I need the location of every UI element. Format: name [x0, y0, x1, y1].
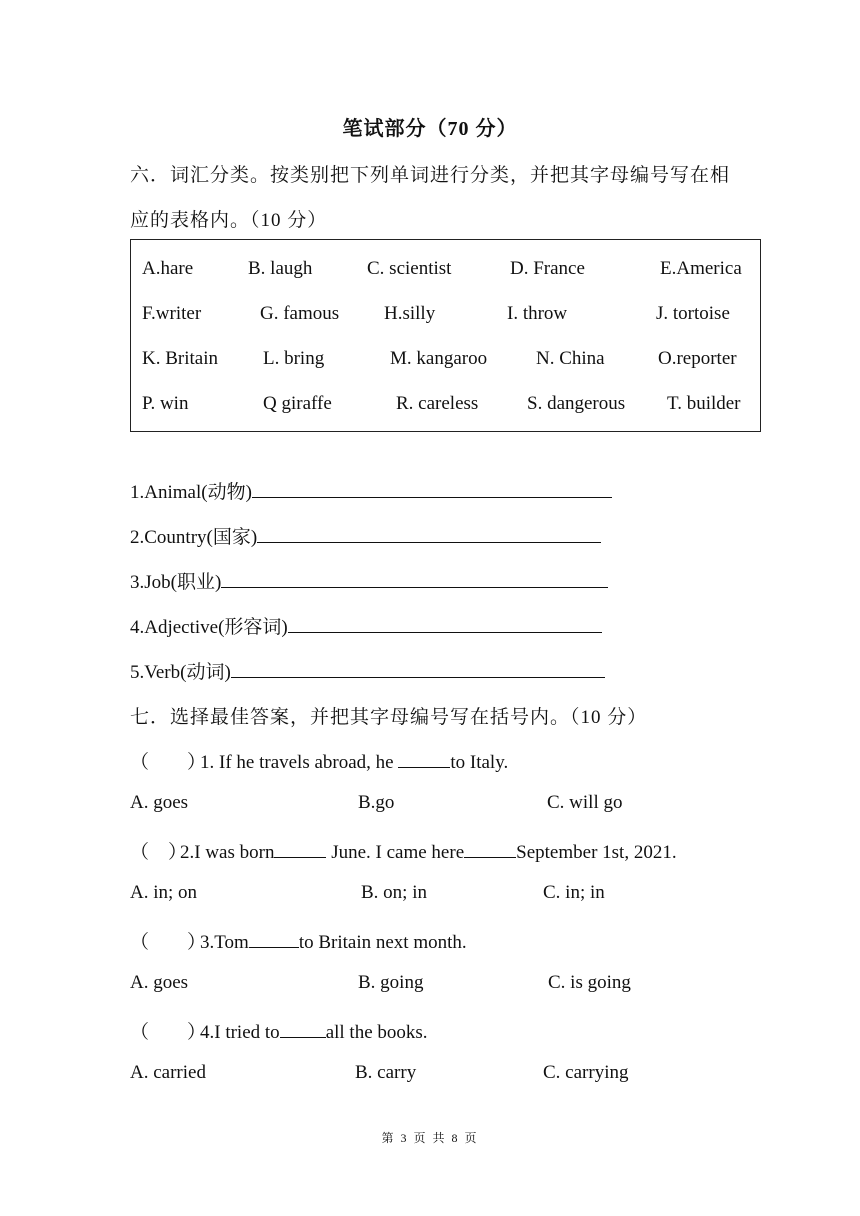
- vocab-word: H.silly: [384, 303, 436, 324]
- question-text: 4.I tried to: [200, 1022, 280, 1043]
- category-country: [130, 522, 601, 549]
- vocab-word: S. dangerous: [527, 393, 626, 414]
- vocab-row: [131, 303, 760, 329]
- option-b[interactable]: B. on; in: [361, 882, 427, 903]
- option-a[interactable]: A. goes: [130, 792, 189, 813]
- vocab-word: C. scientist: [367, 258, 452, 279]
- category-label: 1.Animal(动物): [130, 482, 252, 503]
- answer-parentheses[interactable]: （ ）: [130, 932, 207, 953]
- question-text: to Britain next month.: [298, 932, 467, 953]
- vocab-word: I. throw: [507, 303, 568, 324]
- question-text: June. I came here: [326, 842, 465, 863]
- vocab-word: T. builder: [667, 393, 741, 414]
- category-adjective: [130, 612, 602, 639]
- answer-blank[interactable]: [249, 927, 299, 948]
- answer-blank[interactable]: [280, 1017, 326, 1038]
- question-1: [130, 747, 508, 774]
- answer-blank[interactable]: [288, 612, 602, 633]
- category-animal: [130, 477, 612, 504]
- answer-blank[interactable]: [398, 747, 450, 768]
- vocab-word: F.writer: [142, 303, 202, 324]
- vocab-word: K. Britain: [142, 348, 218, 369]
- vocab-word: P. win: [142, 393, 189, 414]
- question-text: all the books.: [325, 1022, 428, 1043]
- answer-blank[interactable]: [464, 837, 516, 858]
- answer-parentheses[interactable]: （ ）: [130, 1022, 207, 1043]
- vocab-word: M. kangaroo: [390, 348, 488, 369]
- question-text: to Italy.: [450, 752, 509, 773]
- vocab-word: J. tortoise: [656, 303, 730, 324]
- question-2: [130, 837, 677, 864]
- section6-instruction-line2: 应的表格内。（10 分）: [130, 210, 328, 231]
- vocab-word: L. bring: [263, 348, 325, 369]
- page-footer: 第 3 页 共 8 页: [381, 1131, 479, 1145]
- question-3: [130, 927, 467, 954]
- question-4: [130, 1017, 428, 1044]
- answer-parentheses[interactable]: （ ）: [130, 752, 207, 773]
- question-text: 2.I was born: [180, 842, 275, 863]
- vocab-word: A.hare: [142, 258, 194, 279]
- vocab-row: [131, 348, 760, 374]
- question-text: 3.Tom: [200, 932, 249, 953]
- option-c[interactable]: C. is going: [548, 972, 631, 993]
- category-label: 3.Job(职业): [130, 572, 222, 593]
- vocab-word: B. laugh: [248, 258, 313, 279]
- answer-blank[interactable]: [231, 657, 605, 678]
- option-b[interactable]: B.go: [358, 792, 395, 813]
- vocabulary-box: [130, 239, 761, 432]
- answer-blank[interactable]: [257, 522, 601, 543]
- answer-blank[interactable]: [274, 837, 326, 858]
- option-c[interactable]: C. carrying: [543, 1062, 629, 1083]
- vocab-word: R. careless: [396, 393, 479, 414]
- category-verb: [130, 657, 605, 684]
- answer-blank[interactable]: [221, 567, 608, 588]
- category-label: 2.Country(国家): [130, 527, 258, 548]
- vocab-row: [131, 258, 760, 284]
- section7-instruction: 七．选择最佳答案，并把其字母编号写在括号内。（10 分）: [130, 707, 648, 728]
- option-a[interactable]: A. in; on: [130, 882, 198, 903]
- category-job: [130, 567, 608, 594]
- vocab-word: E.America: [660, 258, 742, 279]
- option-c[interactable]: C. will go: [547, 792, 623, 813]
- vocab-word: O.reporter: [658, 348, 737, 369]
- section6-instruction-line1: 六．词汇分类。按类别把下列单词进行分类，并把其字母编号写在相: [130, 165, 731, 186]
- option-b[interactable]: B. going: [358, 972, 424, 993]
- vocab-row: [131, 393, 760, 419]
- option-c[interactable]: C. in; in: [543, 882, 605, 903]
- category-label: 5.Verb(动词): [130, 662, 231, 683]
- section-title: 笔试部分（70 分）: [342, 118, 518, 140]
- option-a[interactable]: A. goes: [130, 972, 189, 993]
- vocab-word: D. France: [510, 258, 585, 279]
- vocab-word: Q giraffe: [263, 393, 332, 414]
- option-b[interactable]: B. carry: [355, 1062, 417, 1083]
- option-a[interactable]: A. carried: [130, 1062, 206, 1083]
- question-text: 1. If he travels abroad, he: [200, 752, 399, 773]
- question-text: September 1st, 2021.: [516, 842, 677, 863]
- vocab-word: G. famous: [260, 303, 340, 324]
- answer-parentheses[interactable]: （ ）: [130, 842, 188, 863]
- category-label: 4.Adjective(形容词): [130, 617, 288, 638]
- answer-blank[interactable]: [252, 477, 612, 498]
- vocab-word: N. China: [536, 348, 605, 369]
